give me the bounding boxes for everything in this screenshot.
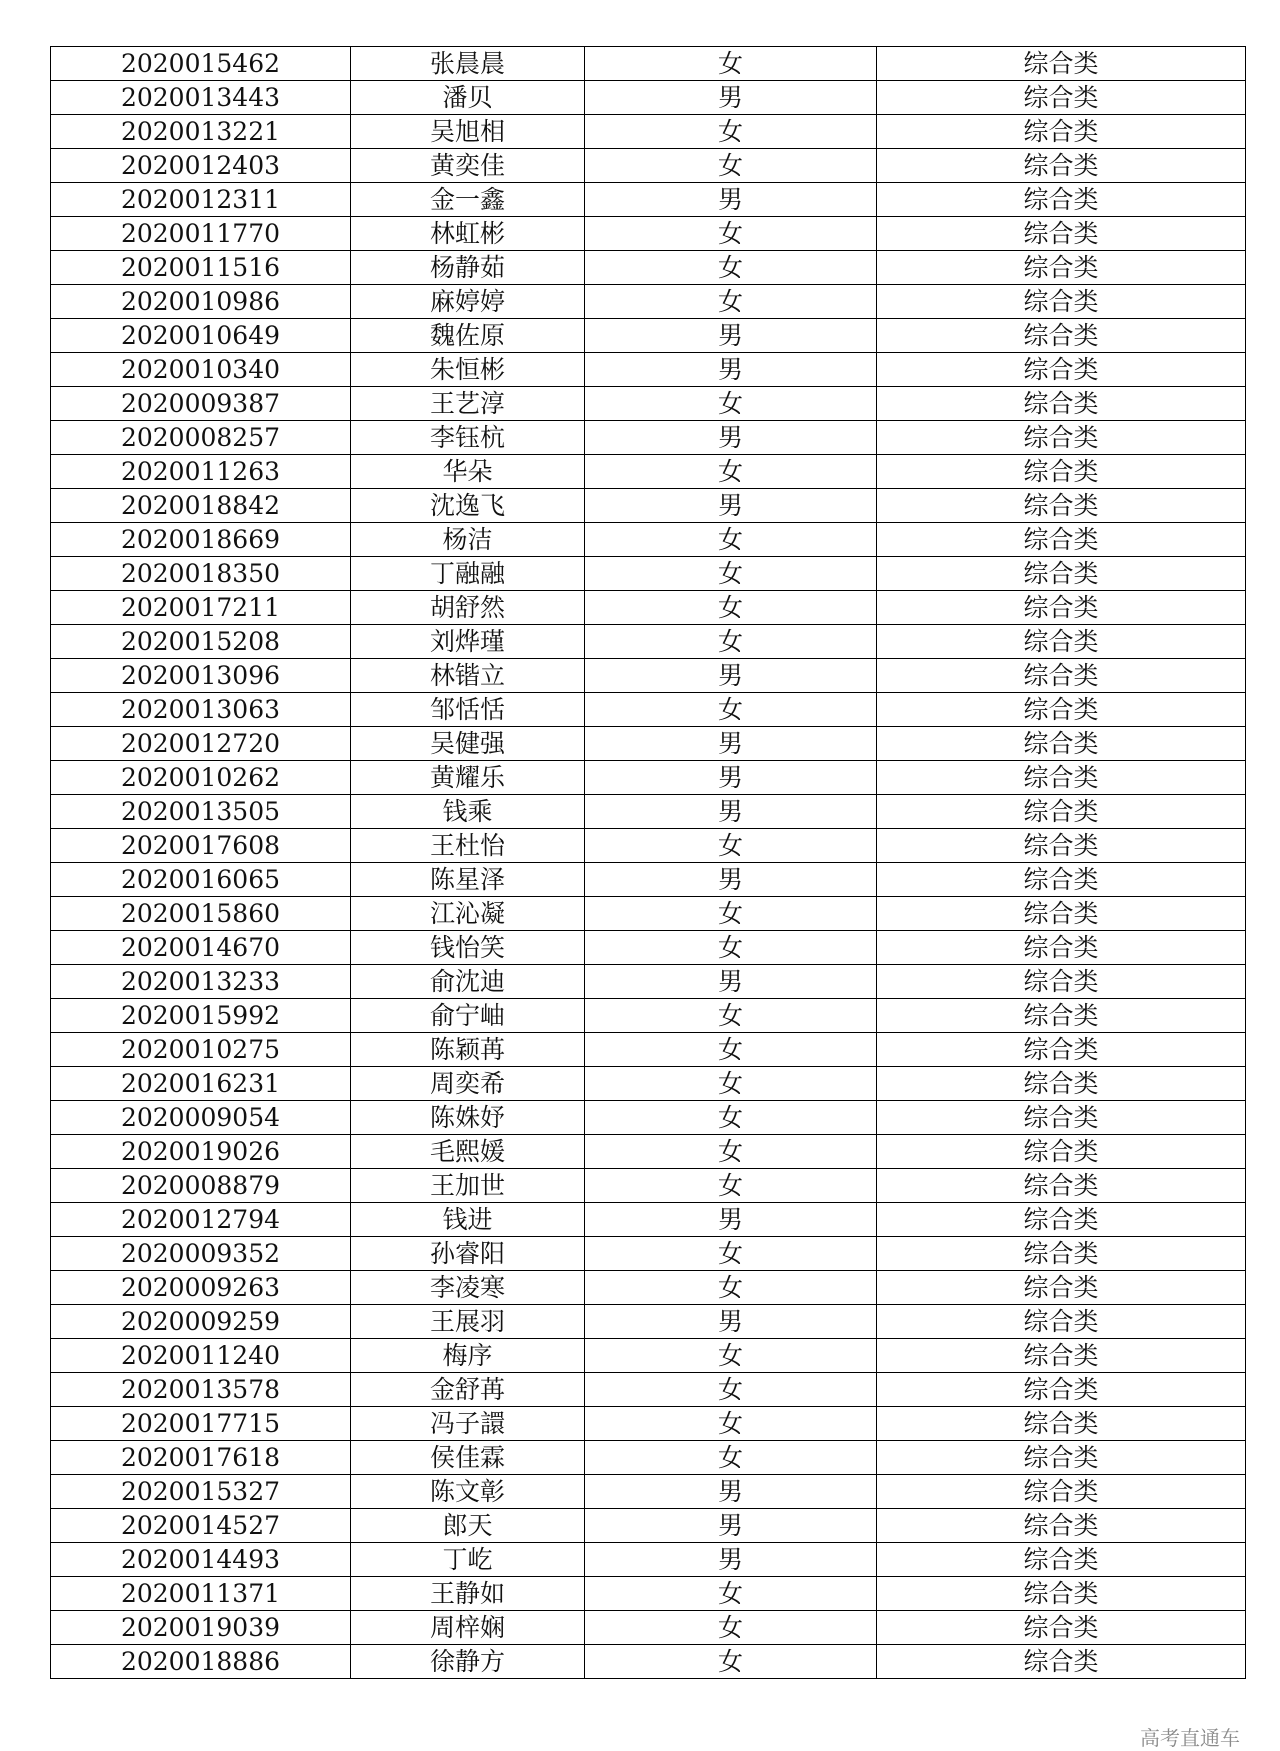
table-row: [51, 1339, 1246, 1373]
student-id-cell: 2020015462: [51, 47, 351, 81]
name-cell: 朱恒彬: [351, 353, 585, 387]
category-cell: 综合类: [877, 149, 1246, 183]
gender-cell: 女: [585, 557, 877, 591]
gender-cell: 女: [585, 149, 877, 183]
name-cell: 丁屹: [351, 1543, 585, 1577]
name-cell: 华朵: [351, 455, 585, 489]
name-cell: 林虹彬: [351, 217, 585, 251]
gender-cell: 男: [585, 421, 877, 455]
gender-cell: 女: [585, 1101, 877, 1135]
gender-cell: 女: [585, 1611, 877, 1645]
table-row: [51, 557, 1246, 591]
student-id-cell: 2020011516: [51, 251, 351, 285]
student-id-cell: 2020009263: [51, 1271, 351, 1305]
student-id-cell: 2020017715: [51, 1407, 351, 1441]
table-row: [51, 183, 1246, 217]
name-cell: 吴旭相: [351, 115, 585, 149]
table-row: [51, 693, 1246, 727]
student-id-cell: 2020014670: [51, 931, 351, 965]
gender-cell: 女: [585, 693, 877, 727]
student-id-cell: 2020015992: [51, 999, 351, 1033]
student-id-cell: 2020016231: [51, 1067, 351, 1101]
category-cell: 综合类: [877, 251, 1246, 285]
category-cell: 综合类: [877, 353, 1246, 387]
name-cell: 陈文彰: [351, 1475, 585, 1509]
table-row: [51, 1271, 1246, 1305]
gender-cell: 女: [585, 455, 877, 489]
name-cell: 俞宁岫: [351, 999, 585, 1033]
table-row: [51, 625, 1246, 659]
category-cell: 综合类: [877, 1509, 1246, 1543]
table-row: [51, 523, 1246, 557]
student-id-cell: 2020014527: [51, 1509, 351, 1543]
table-row: [51, 319, 1246, 353]
student-id-cell: 2020010275: [51, 1033, 351, 1067]
name-cell: 周奕希: [351, 1067, 585, 1101]
gender-cell: 女: [585, 591, 877, 625]
gender-cell: 男: [585, 1509, 877, 1543]
category-cell: 综合类: [877, 1237, 1246, 1271]
name-cell: 黄耀乐: [351, 761, 585, 795]
table-row: [51, 251, 1246, 285]
student-id-cell: 2020010262: [51, 761, 351, 795]
name-cell: 杨洁: [351, 523, 585, 557]
name-cell: 陈颖苒: [351, 1033, 585, 1067]
gender-cell: 女: [585, 1373, 877, 1407]
table-row: [51, 47, 1246, 81]
student-id-cell: 2020013063: [51, 693, 351, 727]
gender-cell: 男: [585, 1543, 877, 1577]
category-cell: 综合类: [877, 591, 1246, 625]
category-cell: 综合类: [877, 421, 1246, 455]
name-cell: 陈星泽: [351, 863, 585, 897]
student-id-cell: 2020017608: [51, 829, 351, 863]
table-row: [51, 1645, 1246, 1679]
student-id-cell: 2020017618: [51, 1441, 351, 1475]
category-cell: 综合类: [877, 489, 1246, 523]
student-id-cell: 2020011371: [51, 1577, 351, 1611]
student-id-cell: 2020010649: [51, 319, 351, 353]
gender-cell: 男: [585, 489, 877, 523]
student-id-cell: 2020013578: [51, 1373, 351, 1407]
table-row: [51, 1373, 1246, 1407]
category-cell: 综合类: [877, 1067, 1246, 1101]
student-id-cell: 2020010986: [51, 285, 351, 319]
student-id-cell: 2020013221: [51, 115, 351, 149]
table-row: [51, 1237, 1246, 1271]
category-cell: 综合类: [877, 999, 1246, 1033]
student-id-cell: 2020015860: [51, 897, 351, 931]
gender-cell: 女: [585, 251, 877, 285]
table-row: [51, 387, 1246, 421]
table-row: [51, 829, 1246, 863]
name-cell: 麻婷婷: [351, 285, 585, 319]
table-row: [51, 81, 1246, 115]
table-row: [51, 1611, 1246, 1645]
category-cell: 综合类: [877, 1373, 1246, 1407]
category-cell: 综合类: [877, 1305, 1246, 1339]
category-cell: 综合类: [877, 455, 1246, 489]
gender-cell: 男: [585, 761, 877, 795]
gender-cell: 女: [585, 387, 877, 421]
category-cell: 综合类: [877, 557, 1246, 591]
name-cell: 丁融融: [351, 557, 585, 591]
student-id-cell: 2020011263: [51, 455, 351, 489]
student-id-cell: 2020011770: [51, 217, 351, 251]
gender-cell: 女: [585, 1135, 877, 1169]
name-cell: 王加世: [351, 1169, 585, 1203]
table-row: [51, 1475, 1246, 1509]
gender-cell: 女: [585, 285, 877, 319]
category-cell: 综合类: [877, 693, 1246, 727]
student-id-cell: 2020011240: [51, 1339, 351, 1373]
category-cell: 综合类: [877, 931, 1246, 965]
category-cell: 综合类: [877, 1203, 1246, 1237]
name-cell: 侯佳霖: [351, 1441, 585, 1475]
table-row: [51, 115, 1246, 149]
gender-cell: 女: [585, 625, 877, 659]
student-id-cell: 2020018669: [51, 523, 351, 557]
name-cell: 俞沈迪: [351, 965, 585, 999]
name-cell: 郎天: [351, 1509, 585, 1543]
table-row: [51, 591, 1246, 625]
table-row: [51, 1033, 1246, 1067]
gender-cell: 女: [585, 1577, 877, 1611]
student-id-cell: 2020016065: [51, 863, 351, 897]
table-row: [51, 897, 1246, 931]
category-cell: 综合类: [877, 81, 1246, 115]
gender-cell: 女: [585, 1407, 877, 1441]
name-cell: 王静如: [351, 1577, 585, 1611]
category-cell: 综合类: [877, 863, 1246, 897]
category-cell: 综合类: [877, 1611, 1246, 1645]
gender-cell: 女: [585, 1441, 877, 1475]
name-cell: 冯子譞: [351, 1407, 585, 1441]
gender-cell: 女: [585, 217, 877, 251]
table-row: [51, 1135, 1246, 1169]
table-body: [51, 47, 1246, 1679]
student-id-cell: 2020019026: [51, 1135, 351, 1169]
gender-cell: 男: [585, 1203, 877, 1237]
student-id-cell: 2020012720: [51, 727, 351, 761]
category-cell: 综合类: [877, 897, 1246, 931]
student-id-cell: 2020009387: [51, 387, 351, 421]
gender-cell: 女: [585, 1339, 877, 1373]
name-cell: 金舒苒: [351, 1373, 585, 1407]
gender-cell: 男: [585, 795, 877, 829]
student-id-cell: 2020015208: [51, 625, 351, 659]
table-row: [51, 1407, 1246, 1441]
gender-cell: 男: [585, 863, 877, 897]
name-cell: 孙睿阳: [351, 1237, 585, 1271]
name-cell: 钱乘: [351, 795, 585, 829]
student-id-cell: 2020013233: [51, 965, 351, 999]
name-cell: 魏佐原: [351, 319, 585, 353]
category-cell: 综合类: [877, 1339, 1246, 1373]
gender-cell: 女: [585, 897, 877, 931]
category-cell: 综合类: [877, 1441, 1246, 1475]
student-id-cell: 2020012794: [51, 1203, 351, 1237]
gender-cell: 男: [585, 965, 877, 999]
gender-cell: 男: [585, 727, 877, 761]
name-cell: 胡舒然: [351, 591, 585, 625]
name-cell: 江沁凝: [351, 897, 585, 931]
category-cell: 综合类: [877, 1033, 1246, 1067]
student-id-cell: 2020008879: [51, 1169, 351, 1203]
name-cell: 邹恬恬: [351, 693, 585, 727]
name-cell: 沈逸飞: [351, 489, 585, 523]
name-cell: 林锴立: [351, 659, 585, 693]
category-cell: 综合类: [877, 727, 1246, 761]
category-cell: 综合类: [877, 47, 1246, 81]
watermark-text: 高考直通车: [1140, 1726, 1240, 1750]
category-cell: 综合类: [877, 625, 1246, 659]
category-cell: 综合类: [877, 1407, 1246, 1441]
category-cell: 综合类: [877, 1543, 1246, 1577]
gender-cell: 男: [585, 659, 877, 693]
name-cell: 李钰杭: [351, 421, 585, 455]
table-row: [51, 1543, 1246, 1577]
category-cell: 综合类: [877, 829, 1246, 863]
table-row: [51, 455, 1246, 489]
category-cell: 综合类: [877, 795, 1246, 829]
table-row: [51, 217, 1246, 251]
table-row: [51, 1067, 1246, 1101]
category-cell: 综合类: [877, 761, 1246, 795]
category-cell: 综合类: [877, 1577, 1246, 1611]
name-cell: 杨静茹: [351, 251, 585, 285]
category-cell: 综合类: [877, 965, 1246, 999]
student-id-cell: 2020013096: [51, 659, 351, 693]
gender-cell: 女: [585, 829, 877, 863]
category-cell: 综合类: [877, 285, 1246, 319]
table-row: [51, 1441, 1246, 1475]
gender-cell: 女: [585, 931, 877, 965]
table-row: [51, 1203, 1246, 1237]
table-row: [51, 999, 1246, 1033]
name-cell: 金一鑫: [351, 183, 585, 217]
name-cell: 陈姝妤: [351, 1101, 585, 1135]
name-cell: 李凌寒: [351, 1271, 585, 1305]
gender-cell: 男: [585, 1305, 877, 1339]
student-id-cell: 2020009259: [51, 1305, 351, 1339]
student-id-cell: 2020013443: [51, 81, 351, 115]
student-id-cell: 2020010340: [51, 353, 351, 387]
table-row: [51, 1305, 1246, 1339]
name-cell: 潘贝: [351, 81, 585, 115]
student-id-cell: 2020012311: [51, 183, 351, 217]
category-cell: 综合类: [877, 1645, 1246, 1679]
name-cell: 王艺淳: [351, 387, 585, 421]
category-cell: 综合类: [877, 1475, 1246, 1509]
table-row: [51, 1169, 1246, 1203]
gender-cell: 女: [585, 115, 877, 149]
gender-cell: 女: [585, 1237, 877, 1271]
gender-cell: 女: [585, 1169, 877, 1203]
category-cell: 综合类: [877, 1135, 1246, 1169]
gender-cell: 女: [585, 47, 877, 81]
name-cell: 黄奕佳: [351, 149, 585, 183]
gender-cell: 男: [585, 319, 877, 353]
table-row: [51, 353, 1246, 387]
gender-cell: 男: [585, 183, 877, 217]
category-cell: 综合类: [877, 387, 1246, 421]
name-cell: 钱怡笑: [351, 931, 585, 965]
name-cell: 周梓娴: [351, 1611, 585, 1645]
student-list-table: [50, 46, 1246, 1679]
student-id-cell: 2020019039: [51, 1611, 351, 1645]
name-cell: 毛熙媛: [351, 1135, 585, 1169]
category-cell: 综合类: [877, 319, 1246, 353]
table-row: [51, 727, 1246, 761]
category-cell: 综合类: [877, 523, 1246, 557]
gender-cell: 男: [585, 1475, 877, 1509]
table-row: [51, 421, 1246, 455]
category-cell: 综合类: [877, 659, 1246, 693]
name-cell: 张晨晨: [351, 47, 585, 81]
student-id-cell: 2020014493: [51, 1543, 351, 1577]
table-row: [51, 761, 1246, 795]
student-id-cell: 2020017211: [51, 591, 351, 625]
table-row: [51, 1509, 1246, 1543]
category-cell: 综合类: [877, 217, 1246, 251]
category-cell: 综合类: [877, 183, 1246, 217]
name-cell: 徐静方: [351, 1645, 585, 1679]
table-row: [51, 1101, 1246, 1135]
student-id-cell: 2020009054: [51, 1101, 351, 1135]
table-row: [51, 285, 1246, 319]
gender-cell: 女: [585, 1067, 877, 1101]
name-cell: 刘烨瑾: [351, 625, 585, 659]
category-cell: 综合类: [877, 1169, 1246, 1203]
table-row: [51, 489, 1246, 523]
table-row: [51, 795, 1246, 829]
category-cell: 综合类: [877, 1101, 1246, 1135]
student-id-cell: 2020012403: [51, 149, 351, 183]
name-cell: 王展羽: [351, 1305, 585, 1339]
table-row: [51, 931, 1246, 965]
name-cell: 吴健强: [351, 727, 585, 761]
student-id-cell: 2020015327: [51, 1475, 351, 1509]
student-id-cell: 2020008257: [51, 421, 351, 455]
table-row: [51, 149, 1246, 183]
gender-cell: 女: [585, 1645, 877, 1679]
table-row: [51, 965, 1246, 999]
table-row: [51, 863, 1246, 897]
student-id-cell: 2020009352: [51, 1237, 351, 1271]
gender-cell: 女: [585, 1033, 877, 1067]
table-row: [51, 659, 1246, 693]
table-row: [51, 1577, 1246, 1611]
name-cell: 钱进: [351, 1203, 585, 1237]
student-id-cell: 2020013505: [51, 795, 351, 829]
name-cell: 梅序: [351, 1339, 585, 1373]
gender-cell: 男: [585, 353, 877, 387]
category-cell: 综合类: [877, 1271, 1246, 1305]
category-cell: 综合类: [877, 115, 1246, 149]
gender-cell: 男: [585, 81, 877, 115]
student-id-cell: 2020018842: [51, 489, 351, 523]
gender-cell: 女: [585, 523, 877, 557]
gender-cell: 女: [585, 1271, 877, 1305]
student-id-cell: 2020018886: [51, 1645, 351, 1679]
name-cell: 王杜怡: [351, 829, 585, 863]
student-id-cell: 2020018350: [51, 557, 351, 591]
gender-cell: 女: [585, 999, 877, 1033]
